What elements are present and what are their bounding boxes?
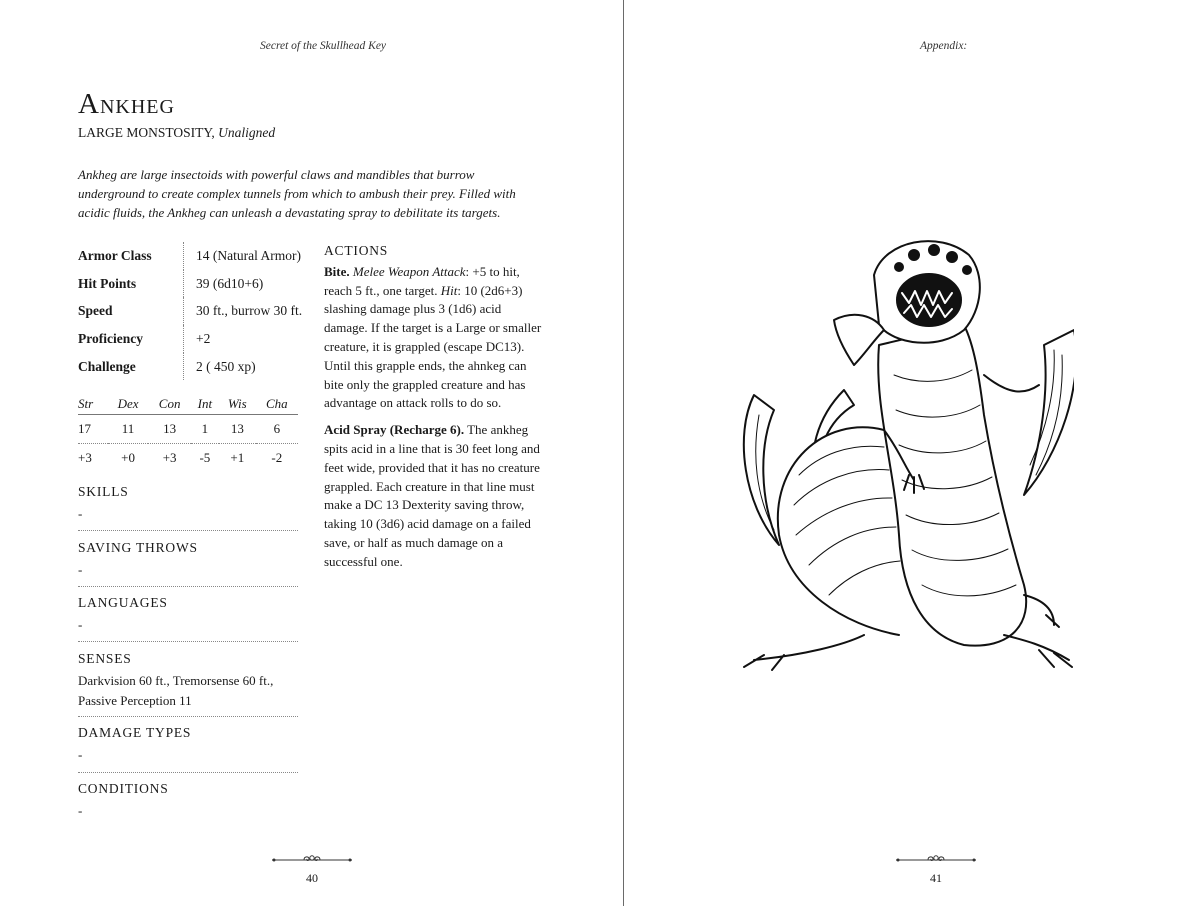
- stat-label: Hit Points: [78, 275, 137, 291]
- ability-score: 6: [256, 415, 298, 444]
- ability-score-row: [78, 415, 298, 444]
- stat-row-hit-points: [78, 270, 308, 298]
- stat-value: 14 (Natural Armor): [183, 242, 301, 270]
- ability-header: Int: [191, 393, 219, 415]
- action-text: : +5 to hit, reach 5 ft., one target.: [324, 263, 520, 298]
- stat-value: 2 ( 450 xp): [183, 353, 256, 381]
- stat-block: [78, 242, 308, 380]
- page-number: 40: [306, 871, 318, 885]
- ability-score: 17: [78, 415, 108, 444]
- section-heading: SKILLS: [78, 484, 129, 499]
- stat-label: Challenge: [78, 358, 136, 374]
- ability-header: Dex: [108, 393, 149, 415]
- monster-alignment: Unaligned: [218, 125, 276, 140]
- stat-label: Speed: [78, 303, 113, 319]
- ability-modifier-row: [78, 444, 298, 473]
- action-text: : 10 (2d6+3) slashing damage plus 3 (1d6) acid damage. If the target is a Large or smaller creature, it is grappled (escape DC13). Until this grapple ends, the ahnkeg can bite only the grappled creature and has advantage on attack rolls to do so.: [324, 282, 542, 411]
- ability-header: Wis: [219, 393, 256, 415]
- ability-modifier: -5: [199, 450, 211, 465]
- monster-name: Ankheg: [78, 88, 175, 120]
- section-body: -: [78, 562, 83, 577]
- section-body: -: [78, 747, 83, 762]
- stat-label: Armor Class: [78, 247, 152, 263]
- section-skills: [78, 484, 298, 531]
- ability-header-row: [78, 393, 298, 415]
- page-ornament-icon: [272, 854, 352, 866]
- ability-header: Str: [78, 393, 108, 415]
- action-bite: [324, 263, 546, 413]
- actions-block: [324, 242, 546, 580]
- running-head-left: Secret of the Skullhead Key: [260, 40, 387, 52]
- ability-modifier: +1: [230, 450, 245, 465]
- hit-label: Hit: [440, 282, 458, 298]
- action-name: Bite.: [324, 263, 350, 279]
- action-text: The ankheg spits acid in a line that is 30 feet long and feet wide, provided that it has no creature grappled. Each creature in that line must make a DC 13 Dexterity saving throw, taking 10 (3d6) acid damage on a failed save, or half as much damage on a successful one.: [324, 422, 540, 569]
- section-senses: [78, 651, 298, 717]
- stat-label: Proficiency: [78, 330, 143, 346]
- ability-scores-table: [78, 393, 298, 472]
- stat-value: 39 (6d10+6): [183, 270, 263, 298]
- section-conditions: [78, 781, 298, 827]
- page-number: 41: [930, 871, 942, 885]
- ability-header: Con: [148, 393, 190, 415]
- section-body: -: [78, 803, 83, 818]
- section-damage-types: [78, 725, 298, 773]
- ability-score: 1: [191, 415, 219, 444]
- actions-heading: ACTIONS: [324, 243, 389, 258]
- ability-score: 11: [108, 415, 149, 444]
- stat-row-proficiency: [78, 325, 308, 353]
- section-heading: SENSES: [78, 651, 132, 666]
- stat-value: +2: [183, 325, 210, 353]
- section-body: -: [78, 617, 83, 632]
- ability-modifier: +3: [162, 450, 177, 465]
- running-head-right: Appendix:: [920, 40, 968, 52]
- section-heading: DAMAGE TYPES: [78, 725, 192, 740]
- ability-header: Cha: [256, 393, 298, 415]
- section-heading: CONDITIONS: [78, 781, 169, 796]
- ability-score: 13: [148, 415, 190, 444]
- ability-modifier: +3: [78, 450, 92, 465]
- stat-row-speed: [78, 297, 308, 325]
- stat-row-armor-class: [78, 242, 308, 270]
- monster-description: Ankheg are large insectoids with powerful claws and mandibles that burrow underground to create complex tunnels from which to ambush their prey. Filled with acidic fluids, the Ankheg can unleash a devastating spray to debilitate its targets.: [78, 167, 516, 220]
- ankheg-illustration-icon: [724, 215, 1074, 675]
- attack-type: Melee Weapon Attack: [352, 263, 466, 279]
- right-page: [624, 0, 1200, 906]
- section-body: -: [78, 506, 83, 521]
- stat-row-challenge: [78, 353, 308, 381]
- section-body: Darkvision 60 ft., Tremorsense 60 ft., Passive Perception 11: [78, 673, 274, 708]
- ability-modifier: -2: [271, 450, 283, 465]
- page-ornament-icon: [896, 854, 976, 866]
- section-heading: LANGUAGES: [78, 595, 168, 610]
- stat-value: 30 ft., burrow 30 ft.: [183, 297, 302, 325]
- action-acid-spray: [324, 421, 546, 571]
- section-languages: [78, 595, 298, 642]
- ability-score: 13: [219, 415, 256, 444]
- monster-size-type: LARGE MONSTOSITY,: [78, 125, 219, 140]
- action-name: Acid Spray (Recharge 6).: [324, 422, 465, 438]
- section-heading: SAVING THROWS: [78, 540, 198, 555]
- monster-type: [78, 125, 275, 141]
- ability-modifier: +0: [121, 450, 135, 465]
- section-saving-throws: [78, 540, 298, 587]
